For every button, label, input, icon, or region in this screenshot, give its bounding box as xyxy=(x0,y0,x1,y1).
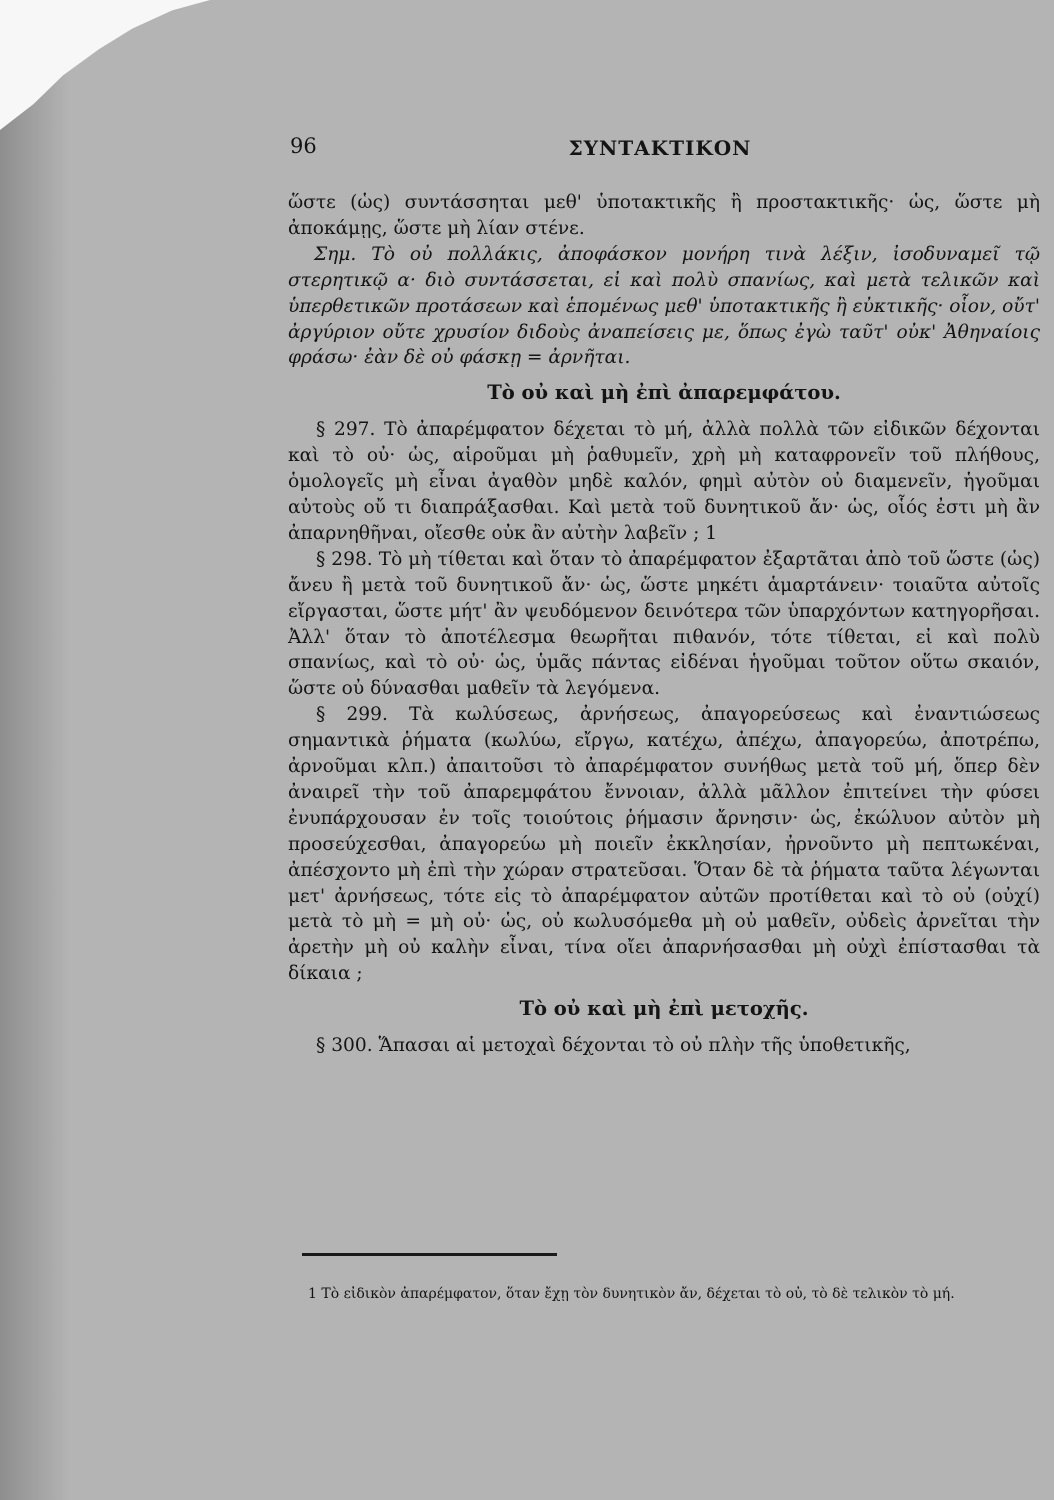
section-heading-infinitive: Τὸ οὐ καὶ μὴ ἐπὶ ἀπαρεμφάτου. xyxy=(487,381,841,405)
paragraph-297: § 297. Τὸ ἀπαρέμφατον δέχεται τὸ μή, ἀλλὰ πολλὰ τῶν εἰδικῶν δέχονται καὶ τὸ οὐ· ὡς, αἱροῦμαι μὴ ῥαθυμεῖν, χρὴ μὴ καταφρονεῖν τοῦ πλήθους, ὁμολογεῖς μὴ εἶναι ἀγαθὸν μηδὲ καλόν, φημὶ αὐτὸν οὐ διαμενεῖν, ἡγοῦμαι αὐτοὺς οὔ τι διαπράξασθαι. Καὶ μετὰ τοῦ δυνητικοῦ ἄν· ὡς, οἷός ἐστι μὴ ἂν ἀπαρνηθῆναι, οἴεσθε οὐκ ἂν αὐτὴν λαβεῖν ; 1 xyxy=(288,419,1040,544)
paragraph-300: § 300. Ἅπασαι αἱ μετοχαὶ δέχονται τὸ οὐ πλὴν τῆς ὑποθετικῆς, xyxy=(316,1035,911,1057)
intro-paragraph: ὥστε (ὡς) συντάσσηται μεθ' ὑποτακτικῆς ἢ προστακτικῆς· ὡς, ὥστε μὴ ἀποκάμῃς, ὥστε μὴ λίαν στένε. xyxy=(288,192,1040,239)
page-edge-shadow xyxy=(0,0,70,1500)
paragraph-299: § 299. Τὰ κωλύσεως, ἀρνήσεως, ἀπαγορεύσεως καὶ ἐναντιώσεως σημαντικὰ ῥήματα (κωλύω, εἴργω, κατέχω, ἀπέχω, ἀπαγορεύω, ἀποτρέπω, ἀρνοῦμαι κλπ.) ἀπαιτοῦσι τὸ ἀπαρέμφατον συνήθως μετὰ τοῦ μή, ὅπερ δὲν ἀναιρεῖ τὴν τοῦ ἀπαρεμφάτου ἔννοιαν, ἀλλὰ μᾶλλον ἐπιτείνει τὴν φύσει ἐνυπάρχουσαν ἐν τοῖς τοιούτοις ῥήμασιν ἄρνησιν· ὡς, ἐκώλυον αὐτὸν μὴ προσεύχεσθαι, ἀπαγορεύω μὴ ποιεῖν ἐκκλησίαν, ἠρνοῦντο μὴ πεπτωκέναι, ἀπέσχοντο μὴ ἐπὶ τὴν χώραν στρατεῦσαι. Ὅταν δὲ τὰ ῥήματα ταῦτα λέγωνται μετ' ἀρνήσεως, τότε εἰς τὸ ἀπαρέμφατον αὐτῶν προτίθεται καὶ τὸ οὐ (οὐχί) μετὰ τὸ μὴ = μὴ οὐ· ὡς, οὐ κωλυσόμεθα μὴ οὐ μαθεῖν, οὐδεὶς ἀρνεῖται τὴν ἀρετὴν μὴ οὐ καλὴν εἶναι, τίνα οἴει ἀπαρνήσασθαι μὴ οὐχὶ ἐπίστασθαι τὰ δίκαια ; xyxy=(288,704,1040,985)
paragraph-298: § 298. Τὸ μὴ τίθεται καὶ ὅταν τὸ ἀπαρέμφατον ἐξαρτᾶται ἀπὸ τοῦ ὥστε (ὡς) ἄνευ ἢ μετὰ τοῦ δυνητικοῦ ἄν· ὡς, ὥστε μηκέτι ἁμαρτάνειν· τοιαῦτα αὐτοῖς εἴργασται, ὥστε μήτ' ἂν ψευδόμενον δεινότερα τῶν ὑπαρχόντων κατηγορῆσαι. Ἀλλ' ὅταν τὸ ἀποτέλεσμα θεωρῆται πιθανόν, τότε τίθεται, εἰ καὶ πολὺ σπανίως, καὶ τὸ οὐ· ὡς, ὑμᾶς πάντας εἰδέναι ἡγοῦμαι τοῦτον οὕτω σκαιόν, ὥστε οὐ δύνασθαι μαθεῖν τὰ λεγόμενα. xyxy=(288,548,1040,700)
footnote-rule xyxy=(302,1253,557,1256)
page-body xyxy=(288,190,1040,1059)
page-header xyxy=(290,130,1030,170)
page-number: 96 xyxy=(290,134,317,158)
section-heading-participle: Τὸ οὐ καὶ μὴ ἐπὶ μετοχῆς. xyxy=(519,997,809,1021)
note-paragraph: Σημ. Τὸ οὐ πολλάκις, ἀποφάσκον μονήρη τινὰ λέξιν, ἰσοδυναμεῖ τῷ στερητικῷ α· διὸ συντάσσεται, εἰ καὶ πολὺ σπανίως, καὶ μετὰ τελικῶν καὶ ὑπερθετικῶν προτάσεων καὶ ἑπομένως μεθ' ὑποτακτικῆς ἢ εὐκτικῆς· οἷον, οὔτ' ἀργύριον οὔτε χρυσίον διδοὺς ἀναπείσεις με, ὅπως ἐγὼ ταῦτ' οὐκ' Ἀθηναίοις φράσω· ἐὰν δὲ οὐ φάσκῃ = ἀρνῆται. xyxy=(288,243,1040,369)
footnote: 1 Τὸ εἰδικὸν ἀπαρέμφατον, ὅταν ἔχῃ τὸν δυνητικὸν ἄν, δέχεται τὸ οὐ, τὸ δὲ τελικὸν τὸ μή. xyxy=(308,1286,955,1302)
torn-corner xyxy=(0,0,210,130)
running-title: ΣΥΝΤΑΚΤΙΚΟΝ xyxy=(568,136,752,160)
